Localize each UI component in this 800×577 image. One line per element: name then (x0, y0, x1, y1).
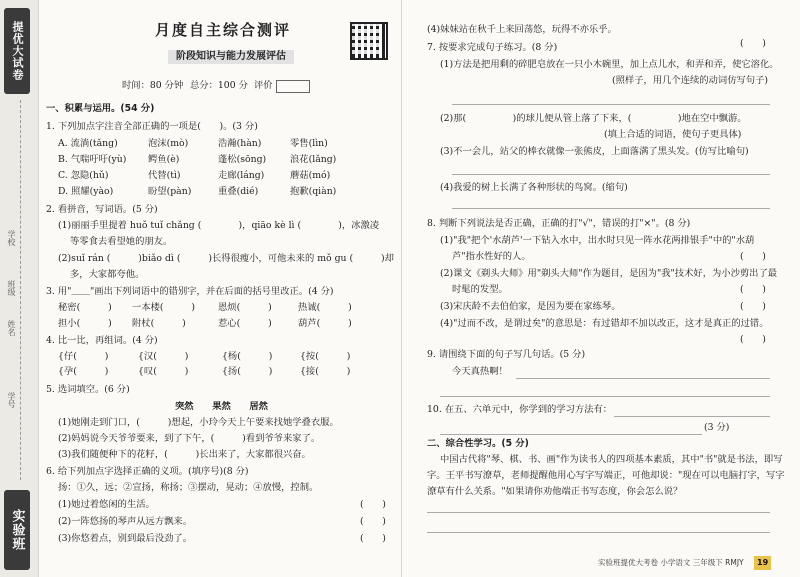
q6-line3: (3)你悠着点，别到最后没劲了。 (58, 533, 193, 544)
s2-line1: 中国古代将"琴、棋、书、画"作为读书人的四项基本素质，其中"书"就是书法，即写 (440, 454, 783, 465)
eval-box[interactable] (276, 80, 310, 93)
q8-line1-cont: 芦"指水性好的人。 (452, 251, 531, 262)
brand-badge-top: 提优大试卷 (4, 8, 30, 94)
answer-paren[interactable]: ( ) (740, 38, 766, 49)
s2-line2: 字。王平书写潦草，老师提醒他用心写字写端正，可他却说："现在可以电脑打字，写字 (427, 470, 785, 481)
cut-line (20, 100, 21, 480)
answer-paren[interactable]: ( ) (740, 251, 766, 262)
q4-text: 4. 比一比，再组词。(4 分) (46, 335, 158, 346)
q1d-1: D. 照耀(yào) (58, 186, 114, 197)
q4-item: {杨( ) (222, 351, 273, 362)
q1b-2: 鳄鱼(è) (148, 154, 180, 165)
answer-paren[interactable]: ( ) (740, 334, 766, 345)
q1b-1: B. 气喘吁吁(yù) (58, 154, 127, 165)
q4-item: {扬( ) (222, 366, 273, 377)
q1-text: 1. 下列加点字注音全部正确的一项是( )。(3 分) (46, 121, 258, 132)
q8-text: 8. 判断下列说法是否正确，正确的打"√"，错误的打"×"。(8 分) (427, 218, 691, 229)
q5-line1: (1)她刚走到门口，( )想起，小玲今天上午要来找她学叠衣服。 (58, 417, 339, 428)
q7-line2: (2)那( )的球儿便从管上落了下来，( )地在空中飘游。 (440, 113, 747, 124)
answer-line[interactable] (452, 104, 770, 105)
q5-line2: (2)妈妈说今天爷爷要来，到了下午，( )看到爷爷来家了。 (58, 433, 321, 444)
eval-label: 评价 (254, 80, 273, 91)
answer-line[interactable] (614, 416, 770, 417)
q9-text: 9. 请围绕下面的句子写几句话。(5 分) (427, 349, 586, 360)
page-title: 月度自主综合测评 (155, 21, 292, 39)
q6-line4: (4)妹妹站在秋千上来回荡悠，玩得不亦乐乎。 (427, 24, 617, 35)
q8-line1: (1)"我"把个'水葫芦'一下钻入水中，出水时只见一阵水花两排银手"中的"水葫 (440, 235, 755, 246)
q8-line2-cont: 时髦的发型。 (452, 284, 508, 295)
section-1-heading: 一、积累与运用。(54 分) (46, 103, 155, 114)
q4-item: {仔( ) (58, 351, 109, 362)
answer-line[interactable] (440, 434, 702, 435)
section-2-heading: 二、综合性学习。(5 分) (427, 438, 529, 449)
q10-text: 10. 在五、六单元中，你学到的学习方法有： (427, 404, 613, 415)
answer-paren[interactable]: ( ) (360, 499, 386, 510)
q1a-4: 零售(lìn) (290, 138, 328, 149)
q7-line1: (1)方法是把用剩的碎肥皂放在一只小木碗里，加上点儿水，和弄和弄，使它溶化。 (440, 59, 779, 70)
score-info: 总分：100 分 (190, 80, 248, 91)
q1b-3: 蓬松(sōng) (218, 154, 267, 165)
q1c-2: 代替(tì) (148, 170, 181, 181)
q5-text: 5. 选词填空。(6 分) (46, 384, 130, 395)
page-subtitle: 阶段知识与能力发展评估 (168, 50, 294, 64)
q2-line1: (1)丽丽手里提着 huǒ tuǐ chǎng ( )，qiāo kè lì ( )，冰激凌 (58, 220, 380, 231)
q1d-2: 盼望(pàn) (148, 186, 192, 197)
q5-line3: (3)我们随便种下的花籽，( )长出来了，大家都很兴奋。 (58, 449, 311, 460)
q3-item: 惹心( ) (218, 318, 272, 329)
q6-line2: (2)一阵悠扬的琴声从远方飘来。 (58, 516, 193, 527)
answer-paren[interactable]: ( ) (360, 533, 386, 544)
q8-line3: (3)宋庆龄不去伯伯家，是因为要在家练琴。 (440, 301, 621, 312)
q7-line2-hint: (填上合适的词语，使句子更具体) (604, 129, 742, 140)
q6-text: 6. 给下列加点字选择正确的义项。(填序号)(8 分) (46, 466, 249, 477)
q5-word-bank: 突然 果然 居然 (175, 401, 268, 412)
q10-score: (3 分) (704, 422, 730, 433)
answer-line[interactable] (427, 532, 770, 533)
answer-line[interactable] (516, 378, 770, 379)
answer-line[interactable] (440, 396, 770, 397)
q3-item: 热诚( ) (298, 302, 352, 313)
name-label: 姓名 (7, 320, 16, 336)
q6-options: 扬：①久，远；②宣扬，称扬；③摆动，晃动；④放慢，控制。 (58, 482, 319, 493)
q7-text: 7. 按要求完成句子练习。(8 分) (427, 42, 558, 53)
q1c-4: 蘑菇(mó) (290, 170, 331, 181)
q3-text: 3. 用"＿＿"画出下列词语中的错别字，并在后面的括号里改正。(4 分) (46, 286, 334, 297)
answer-line[interactable] (427, 512, 770, 513)
q4-item: {孕( ) (58, 366, 109, 377)
q1d-4: 抱歉(qiàn) (290, 186, 337, 197)
q8-line2: (2)课文《剃头大师》用"剃头大师"作为题目，是因为"我"技术好，为小沙剪出了最 (440, 268, 778, 279)
q1a-3: 浩瀚(hàn) (218, 138, 262, 149)
class-label: 班级 (7, 280, 16, 296)
q1c-1: C. 忽隐(hǔ) (58, 170, 109, 181)
q2-line3: (2)suǐ rán ( )biǎo dì ( )长得很瘦小，可他未来的 mǒ gu ( )却 (58, 253, 394, 264)
q3-item: 一本楼( ) (132, 302, 196, 313)
page-divider (401, 0, 402, 577)
q1d-3: 重叠(dié) (218, 186, 259, 197)
q1a-2: 泡沫(mò) (148, 138, 189, 149)
q3-item: 附杖( ) (132, 318, 186, 329)
page-number: 19 (754, 556, 771, 570)
q7-line3: (3)不一会儿，站父的棒衣就像一张熊皮，上面落满了黑头发。(仿写比喻句) (440, 146, 749, 157)
q1c-3: 走廊(láng) (218, 170, 265, 181)
q2-line2: 等零食去看望她的朋友。 (70, 236, 173, 247)
q2-line4: 多，大家都夸他。 (70, 269, 145, 280)
q8-line4: (4)"过而不改，是谓过矣"的意思是：有过错却不加以改正，这才是真正的过错。 (440, 318, 769, 329)
q4-item: {叹( ) (138, 366, 189, 377)
qr-pattern (352, 24, 382, 54)
s2-line3: 潦草有什么关系。"如果请你劝他端正书写态度，你会怎么说？ (427, 486, 683, 497)
q4-item: {按( ) (300, 351, 351, 362)
answer-paren[interactable]: ( ) (740, 284, 766, 295)
answer-line[interactable] (452, 174, 770, 175)
student-id-label: 学号 (7, 392, 16, 408)
q4-item: {汉( ) (138, 351, 189, 362)
answer-line[interactable] (452, 208, 770, 209)
q1a-1: A. 流淌(tǎng) (58, 138, 118, 149)
time-info: 时间：80 分钟 (122, 80, 184, 91)
q3-item: 担小( ) (58, 318, 112, 329)
q9-prompt: 今天真热啊！ (452, 366, 508, 377)
q7-line4: (4)我爱的树上长满了各种形状的鸟窝。(缩句) (440, 182, 628, 193)
q3-item: 恩烦( ) (218, 302, 272, 313)
brand-badge-bottom: 实验班 (4, 490, 30, 570)
q1b-4: 浪花(lǎng) (290, 154, 337, 165)
footer-text: 实验班提优大考卷 小学语文 三年级下 RMJY (598, 558, 744, 567)
q7-line1-hint: (照样子，用几个连续的动词仿写句子) (612, 75, 769, 86)
answer-paren[interactable]: ( ) (740, 301, 766, 312)
q2-text: 2. 看拼音，写词语。(5 分) (46, 204, 158, 215)
q3-item: 秘密( ) (58, 302, 112, 313)
q3-item: 葫芦( ) (298, 318, 352, 329)
answer-paren[interactable]: ( ) (360, 516, 386, 527)
q4-item: {接( ) (300, 366, 351, 377)
q6-line1: (1)她过着悠闲的生活。 (58, 499, 155, 510)
school-label: 学校 (7, 230, 16, 246)
